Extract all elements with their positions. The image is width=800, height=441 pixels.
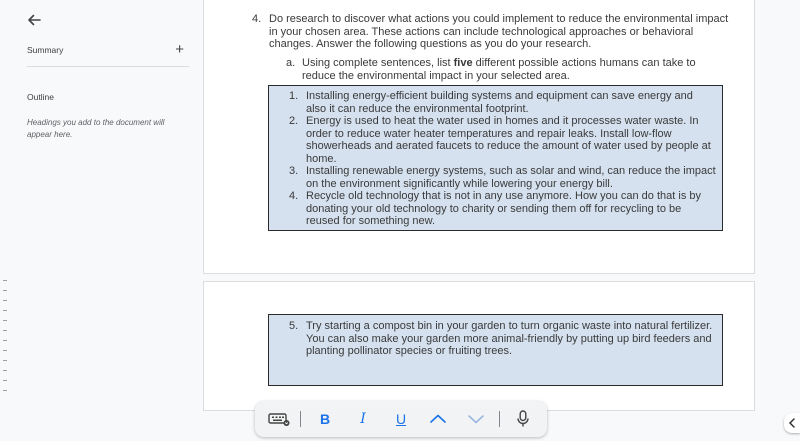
vertical-ruler xyxy=(0,270,10,400)
formatting-toolbar xyxy=(255,401,547,437)
list-item: 1. Installing energy-efficient building systems and equipment can save energy and also it can reduce the environmental footprint. xyxy=(289,90,693,115)
document-outline-sidebar xyxy=(0,0,203,441)
document-page-1[interactable] xyxy=(203,0,755,274)
summary-label: Summary xyxy=(27,45,64,55)
toolbar-separator xyxy=(499,411,500,427)
chevron-up-icon[interactable] xyxy=(427,409,449,429)
expand-panel-button[interactable] xyxy=(784,413,800,433)
microphone-icon[interactable] xyxy=(513,409,533,429)
summary-section xyxy=(27,43,189,59)
document-page-2[interactable] xyxy=(203,281,755,411)
question-4-text: Do research to discover what actions you could implement to reduce the environmental impact in your chosen area. These actions can include technological approaches or behavioral changes. Answer the following questions as you do your research. xyxy=(269,13,729,50)
answer-box-2[interactable] xyxy=(268,314,723,386)
outline-hint: Headings you add to the document will appear here. xyxy=(27,118,165,139)
outline-label: Outline xyxy=(27,92,54,102)
chevron-down-icon[interactable] xyxy=(465,409,487,429)
list-item: 4. Recycle old technology that is not in any use anymore. How you can do that is by donating your old technology to charity or sending them off for recycling to be reused for something new. xyxy=(289,190,701,227)
list-item: 2. Energy is used to heat the water used in homes and it processes water waste. In order to reduce water heater temperatures and repair leaks. Install low-flow showerheads and aerated faucets to reduce the amount of water used by people at home. xyxy=(289,115,711,165)
bold-button[interactable]: B xyxy=(319,411,331,427)
question-4a-emphasis: five xyxy=(453,57,473,69)
question-4-number: 4. xyxy=(252,13,262,25)
question-4a-letter: a. xyxy=(286,57,296,69)
underline-button[interactable]: U xyxy=(395,411,407,427)
question-4a-text: Using complete sentences, list five different possible actions humans can take to reduce the environmental impact in your selected area. xyxy=(302,57,696,82)
list-item: 5. Try starting a compost bin in your garden to turn organic waste into natural fertilizer. You can also make your garden more animal-friendly by putting up bird feeders and planting pollinator species or fruiting trees. xyxy=(289,320,713,357)
chevron-left-icon xyxy=(788,418,796,428)
keyboard-icon[interactable] xyxy=(267,409,291,429)
sidebar-divider xyxy=(27,66,189,67)
italic-button[interactable]: I xyxy=(360,411,366,427)
add-summary-icon[interactable]: + xyxy=(175,41,184,58)
answer-box-1[interactable] xyxy=(268,85,723,231)
toolbar-separator xyxy=(300,411,301,427)
back-arrow-icon[interactable] xyxy=(24,10,44,30)
list-item: 3. Installing renewable energy systems, such as solar and wind, can reduce the impact on the environment significantly while lowering your energy bill. xyxy=(289,165,716,190)
